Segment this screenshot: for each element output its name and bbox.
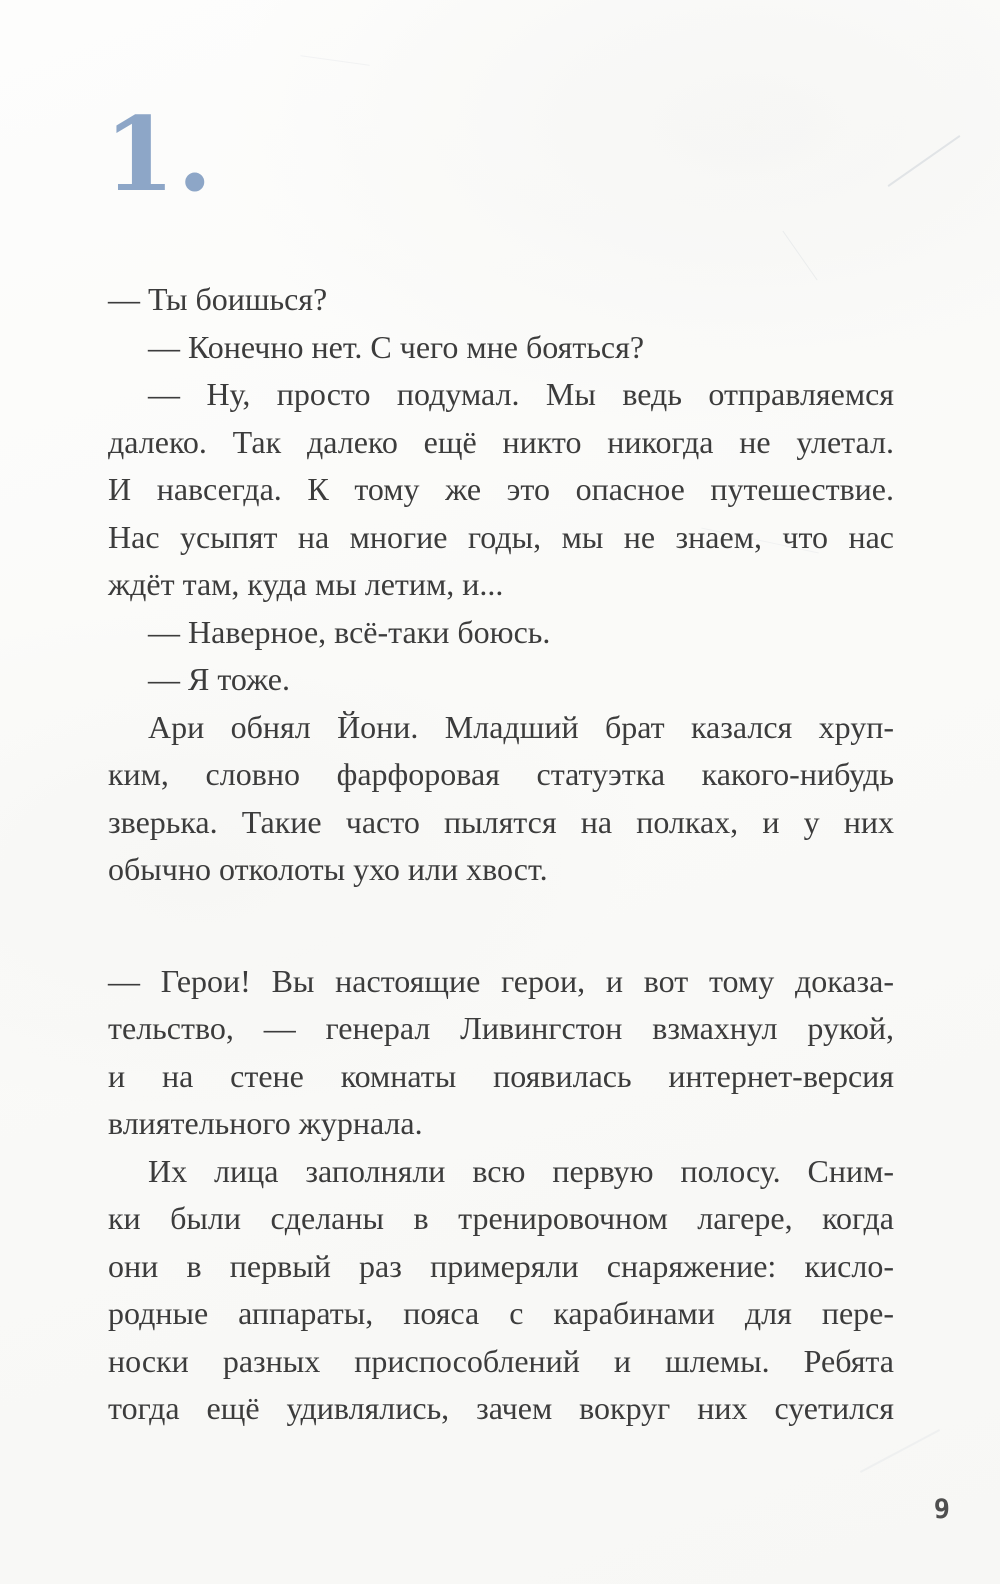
body-text <box>108 276 894 1433</box>
text-line: далеко. Так далеко ещё никто никогда не улетал. <box>108 423 894 460</box>
text-line: ки были сделаны в тренировочном лагере, когда <box>108 1200 894 1236</box>
text-line: они в первый раз примеряли снаряжение: кисло- <box>108 1247 894 1284</box>
text-line: тогда ещё удивлялись, зачем вокруг них суетился <box>108 1390 894 1426</box>
chapter-number: 1. <box>104 95 215 215</box>
text-line: и на стене комнаты появилась интернет-версия <box>108 1057 894 1094</box>
text-line: ким, словно фарфоровая статуэтка какого-нибудь <box>108 756 894 792</box>
scan-scratch <box>860 1429 940 1473</box>
text-line: тельство, — генерал Ливингстон взмахнул рукой, <box>108 1010 894 1046</box>
text-line: носки разных приспособлений и шлемы. Ребята <box>108 1342 894 1379</box>
text-line: Ари обнял Йони. Младший брат казался хруп- <box>148 708 894 745</box>
text-line: влиятельного журнала. <box>108 1105 423 1141</box>
scan-scratch <box>300 55 369 66</box>
text-line: — Герои! Вы настоящие герои, и вот тому доказа- <box>108 962 894 999</box>
scan-scratch <box>887 135 960 187</box>
text-line: — Я тоже. <box>148 661 290 697</box>
scan-scratch <box>782 231 817 281</box>
text-line: — Наверное, всё-таки боюсь. <box>148 613 551 650</box>
text-line: ждёт там, куда мы летим, и... <box>108 566 504 602</box>
text-line: Их лица заполняли всю первую полосу. Сним- <box>148 1152 894 1189</box>
text-line: — Конечно нет. С чего мне бояться? <box>148 328 645 365</box>
text-line: родные аппараты, пояса с карабинами для пере- <box>108 1295 894 1331</box>
text-section <box>108 958 894 1433</box>
text-section <box>108 276 894 894</box>
text-line: обычно отколоты ухо или хвост. <box>108 851 548 887</box>
text-line: — Ну, просто подумал. Мы ведь отправляемся <box>148 376 894 412</box>
page-number: 9 <box>933 1494 950 1525</box>
text-line: — Ты боишься? <box>108 281 328 317</box>
text-line: И навсегда. К тому же это опасное путешествие. <box>108 471 894 507</box>
text-line: Нас усыпят на многие годы, мы не знаем, что нас <box>108 518 894 555</box>
text-line: зверька. Такие часто пылятся на полках, и у них <box>108 803 894 840</box>
